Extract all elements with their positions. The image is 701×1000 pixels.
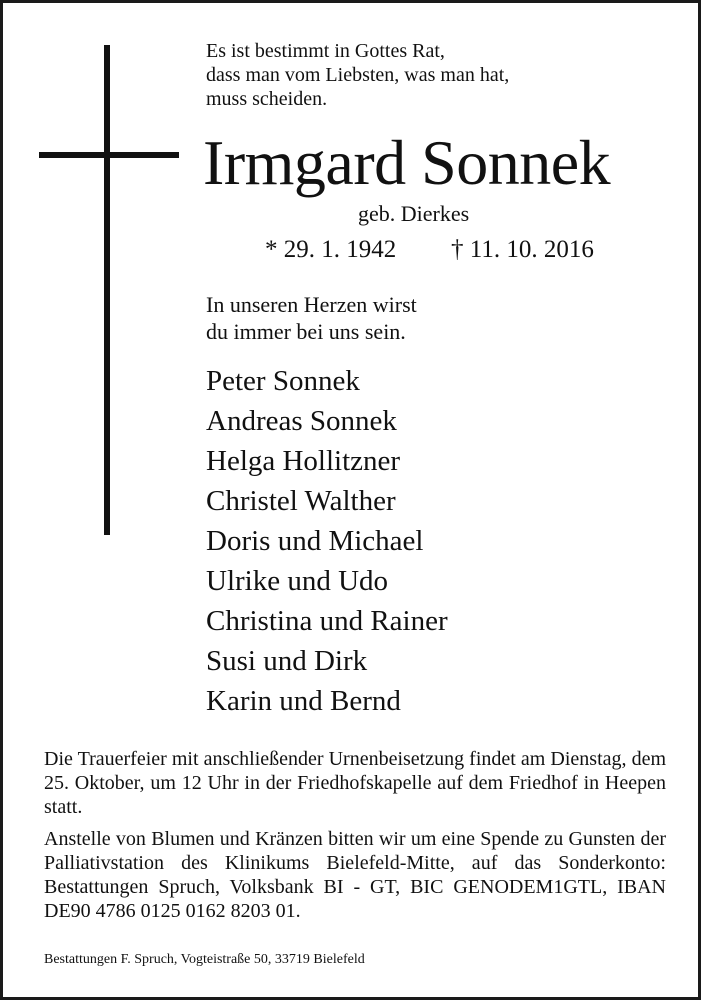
verse-line: dass man vom Liebsten, was man hat, [206,64,510,86]
memorial-words [206,291,417,345]
mourner-name: Christel Walther [206,485,396,517]
memorial-line: In unseren Herzen wirst [206,292,417,317]
maiden-name: geb. Dierkes [358,201,470,226]
cross-vertical-bar [104,45,110,535]
funeral-home-footer: Bestattungen F. Spruch, Vogteistraße 50, 33719 Bielefeld [44,952,365,967]
verse-line: Es ist bestimmt in Gottes Rat, [206,40,445,62]
ceremony-notice: Die Trauerfeier mit anschließender Urnenbeisetzung findet am Dienstag, dem 25. Oktober, um 12 Uhr in der Friedhofskapelle auf dem Friedhof in Heepen statt. [44,748,666,818]
mourner-name: Doris und Michael [206,525,424,557]
birth-date: * 29. 1. 1942 [265,236,397,263]
death-date: † 11. 10. 2016 [451,236,594,263]
donation-notice: Anstelle von Blumen und Kränzen bitten wir um eine Spende zu Gunsten der Palliativstation des Klinikums Bielefeld-Mitte, auf das Sonderkonto: Bestattungen Spruch, Volksbank BI - GT, BIC GENODEM1GTL, IBAN DE90 4786 0125 0162 8203 01. [44,828,666,922]
mourner-name: Susi und Dirk [206,645,368,677]
verse [206,39,509,111]
mourner-name: Peter Sonnek [206,365,360,397]
mourner-name: Christina und Rainer [206,605,448,637]
mourner-name: Helga Hollitzner [206,445,401,477]
mourner-name: Andreas Sonnek [206,405,397,437]
mourners-list [206,361,448,721]
verse-line: muss scheiden. [206,88,328,110]
memorial-line: du immer bei uns sein. [206,319,406,344]
cross-horizontal-bar [39,152,179,158]
deceased-name: Irmgard Sonnek [203,127,611,198]
mourner-name: Ulrike und Udo [206,565,389,597]
mourner-name: Karin und Bernd [206,685,401,717]
